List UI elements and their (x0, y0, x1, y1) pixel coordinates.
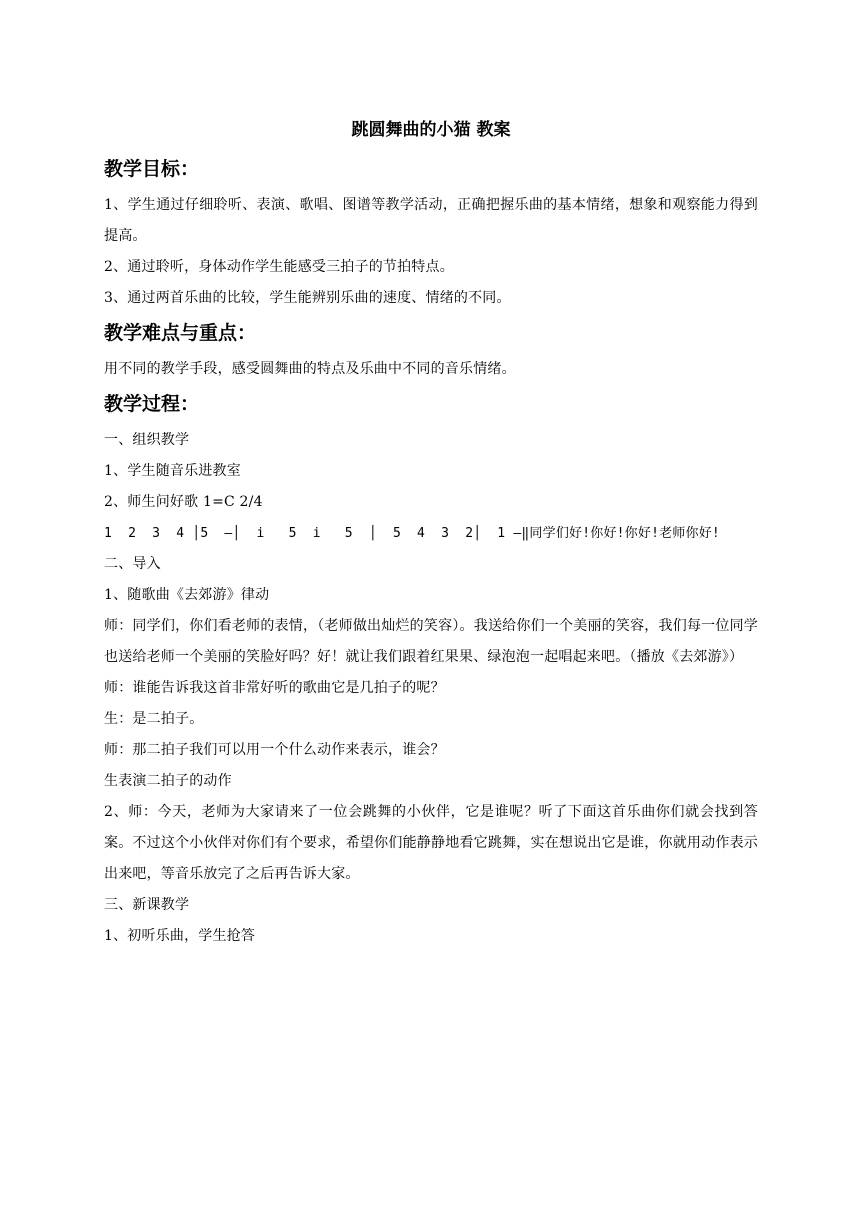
document-page (104, 112, 758, 952)
greeting-song-notation: 1 2 3 4 │5 —│ i 5 i 5 │ 5 4 3 2│ 1 —‖同学们好!你好!你好!老师你好! (104, 526, 720, 541)
process-line: 2、师：今天，老师为大家请来了一位会跳舞的小伙伴，它是谁呢？听了下面这首乐曲你们就会找到答案。不过这个小伙伴对你们有个要求，希望你们能静静地看它跳舞，实在想说出它是谁，你就用动作表示出来吧，等音乐放完了之后再告诉大家。 (104, 804, 758, 882)
process-line: 1、学生随音乐进教室 (104, 463, 241, 479)
process-line: 一、组织教学 (104, 432, 190, 448)
process-line: 师：那二拍子我们可以用一个什么动作来表示，谁会？ (104, 742, 445, 758)
difficulty-heading: 教学难点与重点： (104, 322, 257, 344)
process-line: 2、师生问好歌 1=C 2/4 (104, 494, 263, 510)
goal-item-1: 1、学生通过仔细聆听、表演、歌唱、图谱等教学活动，正确把握乐曲的基本情绪，想象和观察能力得到提高。 (104, 197, 758, 244)
process-line: 1、随歌曲《去郊游》律动 (104, 587, 270, 603)
process-line: 三、新课教学 (104, 897, 190, 913)
process-line: 师：同学们，你们看老师的表情，（老师做出灿烂的笑容）。我送给你们一个美丽的笑容，我们每一位同学也送给老师一个美丽的笑脸好吗？好！就让我们跟着红果果、绿泡泡一起唱起来吧。（播放《去郊游》） (104, 618, 758, 665)
goals-heading: 教学目标： (104, 158, 200, 180)
goal-item-2: 2、通过聆听，身体动作学生能感受三拍子的节拍特点。 (104, 259, 454, 275)
document-title: 跳圆舞曲的小猫 教案 (351, 120, 511, 140)
process-line: 二、导入 (104, 556, 161, 572)
process-heading: 教学过程： (104, 393, 200, 415)
process-line: 生：是二拍子。 (104, 711, 204, 727)
process-line: 生表演二拍子的动作 (104, 773, 232, 789)
goal-item-3: 3、通过两首乐曲的比较，学生能辨别乐曲的速度、情绪的不同。 (104, 290, 511, 306)
process-line: 1、初听乐曲，学生抢答 (104, 928, 256, 944)
difficulty-text: 用不同的教学手段，感受圆舞曲的特点及乐曲中不同的音乐情绪。 (104, 361, 516, 377)
process-line: 师：谁能告诉我这首非常好听的歌曲它是几拍子的呢？ (104, 680, 445, 696)
